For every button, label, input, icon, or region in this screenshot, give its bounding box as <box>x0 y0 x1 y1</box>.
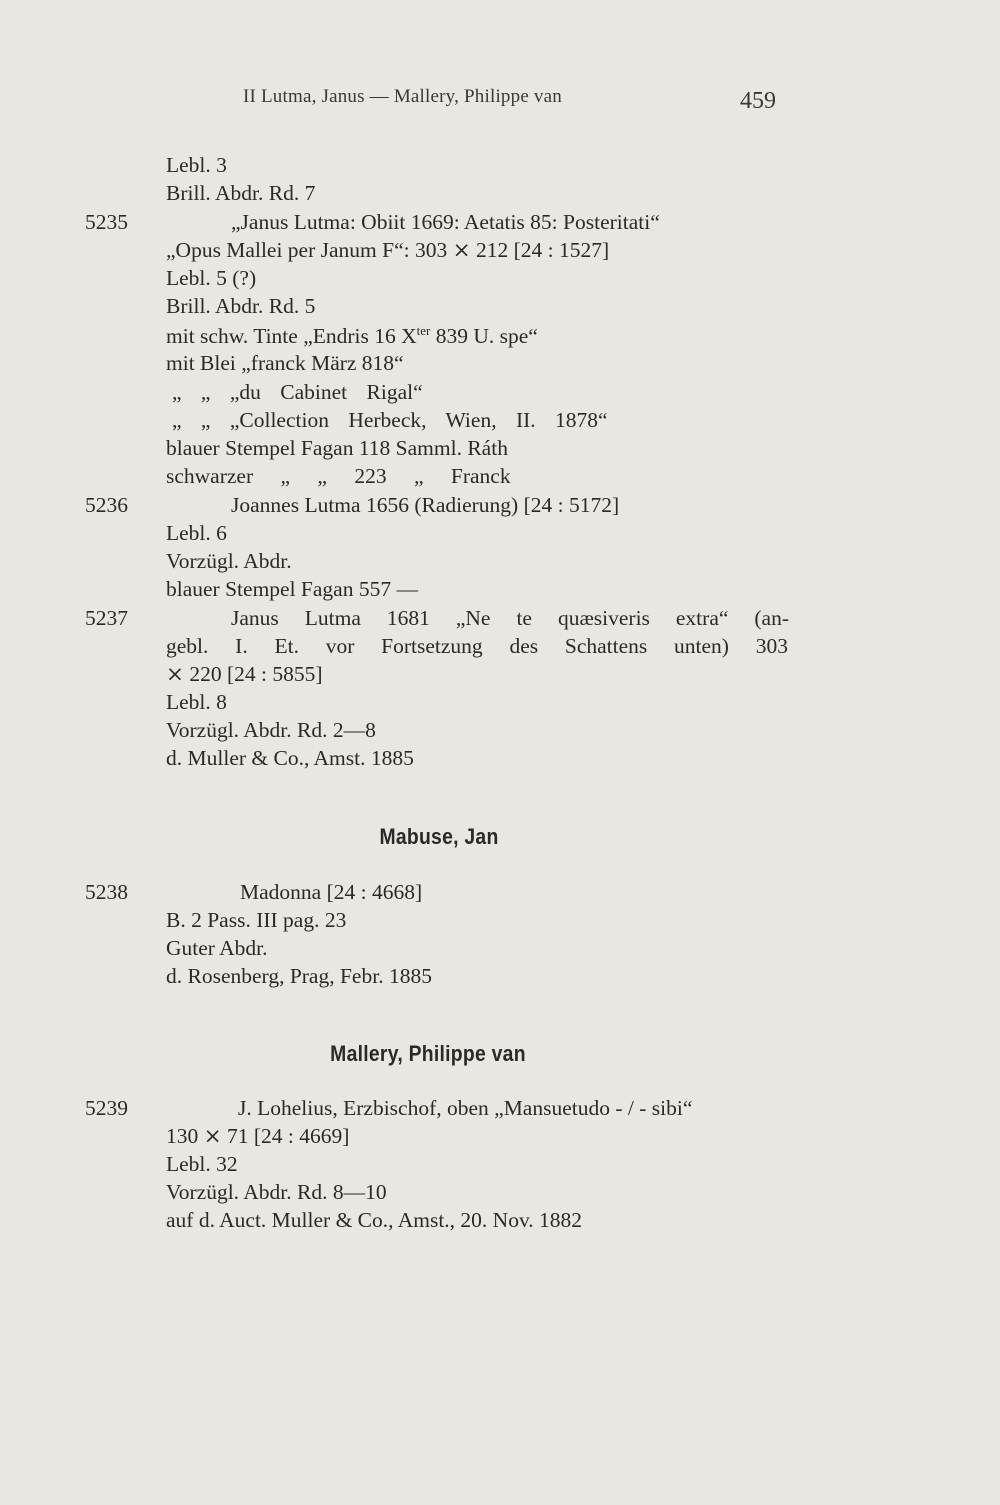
entry-line: „Opus Mallei per Janum F“: 303 ⨯ 212 [24 : 1527] <box>166 238 610 262</box>
entry-line: Lebl. 5 (?) <box>166 266 257 290</box>
entry-line: Vorzügl. Abdr. Rd. 8—10 <box>166 1180 387 1204</box>
artist-heading: Mabuse, Jan <box>379 824 499 849</box>
entry-line: Brill. Abdr. Rd. 7 <box>166 181 316 205</box>
entry-line: blauer Stempel Fagan 557 — <box>166 577 418 601</box>
entry-line: Lebl. 3 <box>166 153 227 177</box>
entry-title: Joannes Lutma 1656 (Radierung) [24 : 5172] <box>231 493 620 517</box>
catalog-number: 5236 <box>85 493 128 517</box>
artist-heading: Mallery, Philippe van <box>330 1041 526 1066</box>
entry-title: J. Lohelius, Erzbischof, oben „Mansuetudo - / - sibi“ <box>238 1096 693 1120</box>
entry-line: Guter Abdr. <box>166 936 268 960</box>
entry-line: ⨯ 220 [24 : 5855] <box>166 662 323 686</box>
running-title: II Lutma, Janus — Mallery, Philippe van <box>243 86 562 107</box>
entry-line: Vorzügl. Abdr. Rd. 2—8 <box>166 718 376 742</box>
catalog-number: 5237 <box>85 606 128 630</box>
catalog-number: 5235 <box>85 210 128 234</box>
entry-line: mit Blei „franck März 818“ <box>166 351 404 375</box>
entry-line: Brill. Abdr. Rd. 5 <box>166 294 316 318</box>
entry-line: blauer Stempel Fagan 118 Samml. Ráth <box>166 436 508 460</box>
catalog-number: 5239 <box>85 1096 128 1120</box>
entry-line: B. 2 Pass. III pag. 23 <box>166 908 347 932</box>
entry-line: Lebl. 32 <box>166 1152 238 1176</box>
entry-line: „ „ „du Cabinet Rigal“ <box>172 380 423 404</box>
entry-line: 130 ⨯ 71 [24 : 4669] <box>166 1124 350 1148</box>
entry-line: Lebl. 6 <box>166 521 227 545</box>
entry-title: „Janus Lutma: Obiit 1669: Aetatis 85: Posteritati“ <box>231 210 660 234</box>
superscript: ter <box>416 323 431 338</box>
entry-line: Lebl. 8 <box>166 690 227 714</box>
entry-line: „ „ „Collection Herbeck, Wien, II. 1878“ <box>172 408 608 432</box>
entry-title: Madonna [24 : 4668] <box>240 880 423 904</box>
entry-line-part: mit schw. Tinte „Endris 16 X <box>166 324 417 349</box>
catalog-number: 5238 <box>85 880 128 904</box>
page-number: 459 <box>740 88 776 114</box>
entry-line: gebl. I. Et. vor Fortsetzung des Schattens unten) 303 <box>166 634 788 658</box>
entry-line: d. Muller & Co., Amst. 1885 <box>166 746 414 770</box>
entry-title: Janus Lutma 1681 „Ne te quæsiveris extra“ (an- <box>231 606 789 630</box>
entry-line: Vorzügl. Abdr. <box>166 549 292 573</box>
entry-line <box>166 323 538 349</box>
entry-line: d. Rosenberg, Prag, Febr. 1885 <box>166 964 432 988</box>
entry-line: schwarzer „ „ 223 „ Franck <box>166 464 511 488</box>
entry-line: auf d. Auct. Muller & Co., Amst., 20. Nov. 1882 <box>166 1208 583 1232</box>
entry-line-part: 839 U. spe“ <box>430 324 538 349</box>
